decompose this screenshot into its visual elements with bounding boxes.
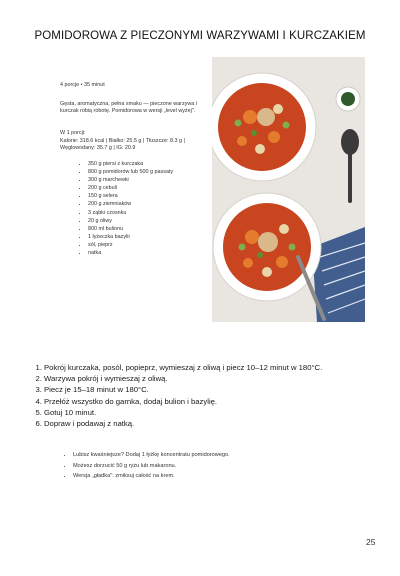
herbs [341,92,355,106]
ingredient-item: • 350 g piersi z kurczaka [88,160,173,168]
ingredient-item: • 200 g cebuli [88,184,173,192]
steps-list [28,362,322,429]
step-item: 5. Gotuj 10 minut. [44,407,322,418]
tip-item: • Wersja „gładka": zmiksuj całość na krem. [73,471,230,482]
ingredient-item: • 1 łyżeczka bazylii [88,233,173,241]
soup-photo [212,57,365,322]
tip-item: • Możesz dorzucić 50 g ryżu lub makaronu. [73,461,230,472]
tips-list [62,450,230,482]
step-item: 4. Przełóż wszystko do garnka, dodaj bulion i bazylię. [44,396,322,407]
ingredient-item: • 3 ząbki czosnku [88,209,173,217]
tip-item: • Lubisz kwaśniejsze? Dodaj 1 łyżkę koncentratu pomidorowego. [73,450,230,461]
nutrition-heading: W 1 porcji: [60,130,86,136]
ingredient-item: • sól, pieprz [88,241,173,249]
ingredient-item: • 800 ml bulionu [88,225,173,233]
recipe-title: POMIDOROWA Z PIECZONYMI WARZYWAMI I KURCZAKIEM [34,30,366,42]
step-item: 3. Piecz je 15–18 minut w 180°C. [44,384,322,395]
soup-top [218,83,306,171]
ingredient-item: • natka [88,249,173,257]
ingredients-list [76,160,173,257]
spoon-top-handle [348,153,352,203]
nutrition-values: Kalorie: 318.6 kcal | Białko: 25.5 g | Tłuszcze: 8.3 g | Węglowodany: 35.7 g | IG: 20.9 [60,138,185,152]
ingredient-item: • 800 g pomidorów lub 500 g passaty [88,168,173,176]
ingredient-item: • 20 g oliwy [88,217,173,225]
servings-time: 4 porcje • 35 minut [60,82,105,88]
recipe-description: Gęsta, aromatyczna, pełna smaku — pieczone warzywa i kurczak robią robotę. Pomidorowa w wersji „level wyżej". [60,101,197,115]
page-number: 25 [366,537,376,547]
ingredient-item: • 300 g marchewki [88,176,173,184]
step-item: 6. Dopraw i podawaj z natką. [44,418,322,429]
step-item: 2. Warzywa pokrój i wymieszaj z oliwą. [44,373,322,384]
spoon-top [341,129,359,155]
ingredient-item: • 150 g selera [88,192,173,200]
ingredient-item: • 200 g ziemniaków [88,200,173,208]
step-item: 1. Pokrój kurczaka, posól, popieprz, wymieszaj z oliwą i piecz 10–12 minut w 180°C. [44,362,322,373]
